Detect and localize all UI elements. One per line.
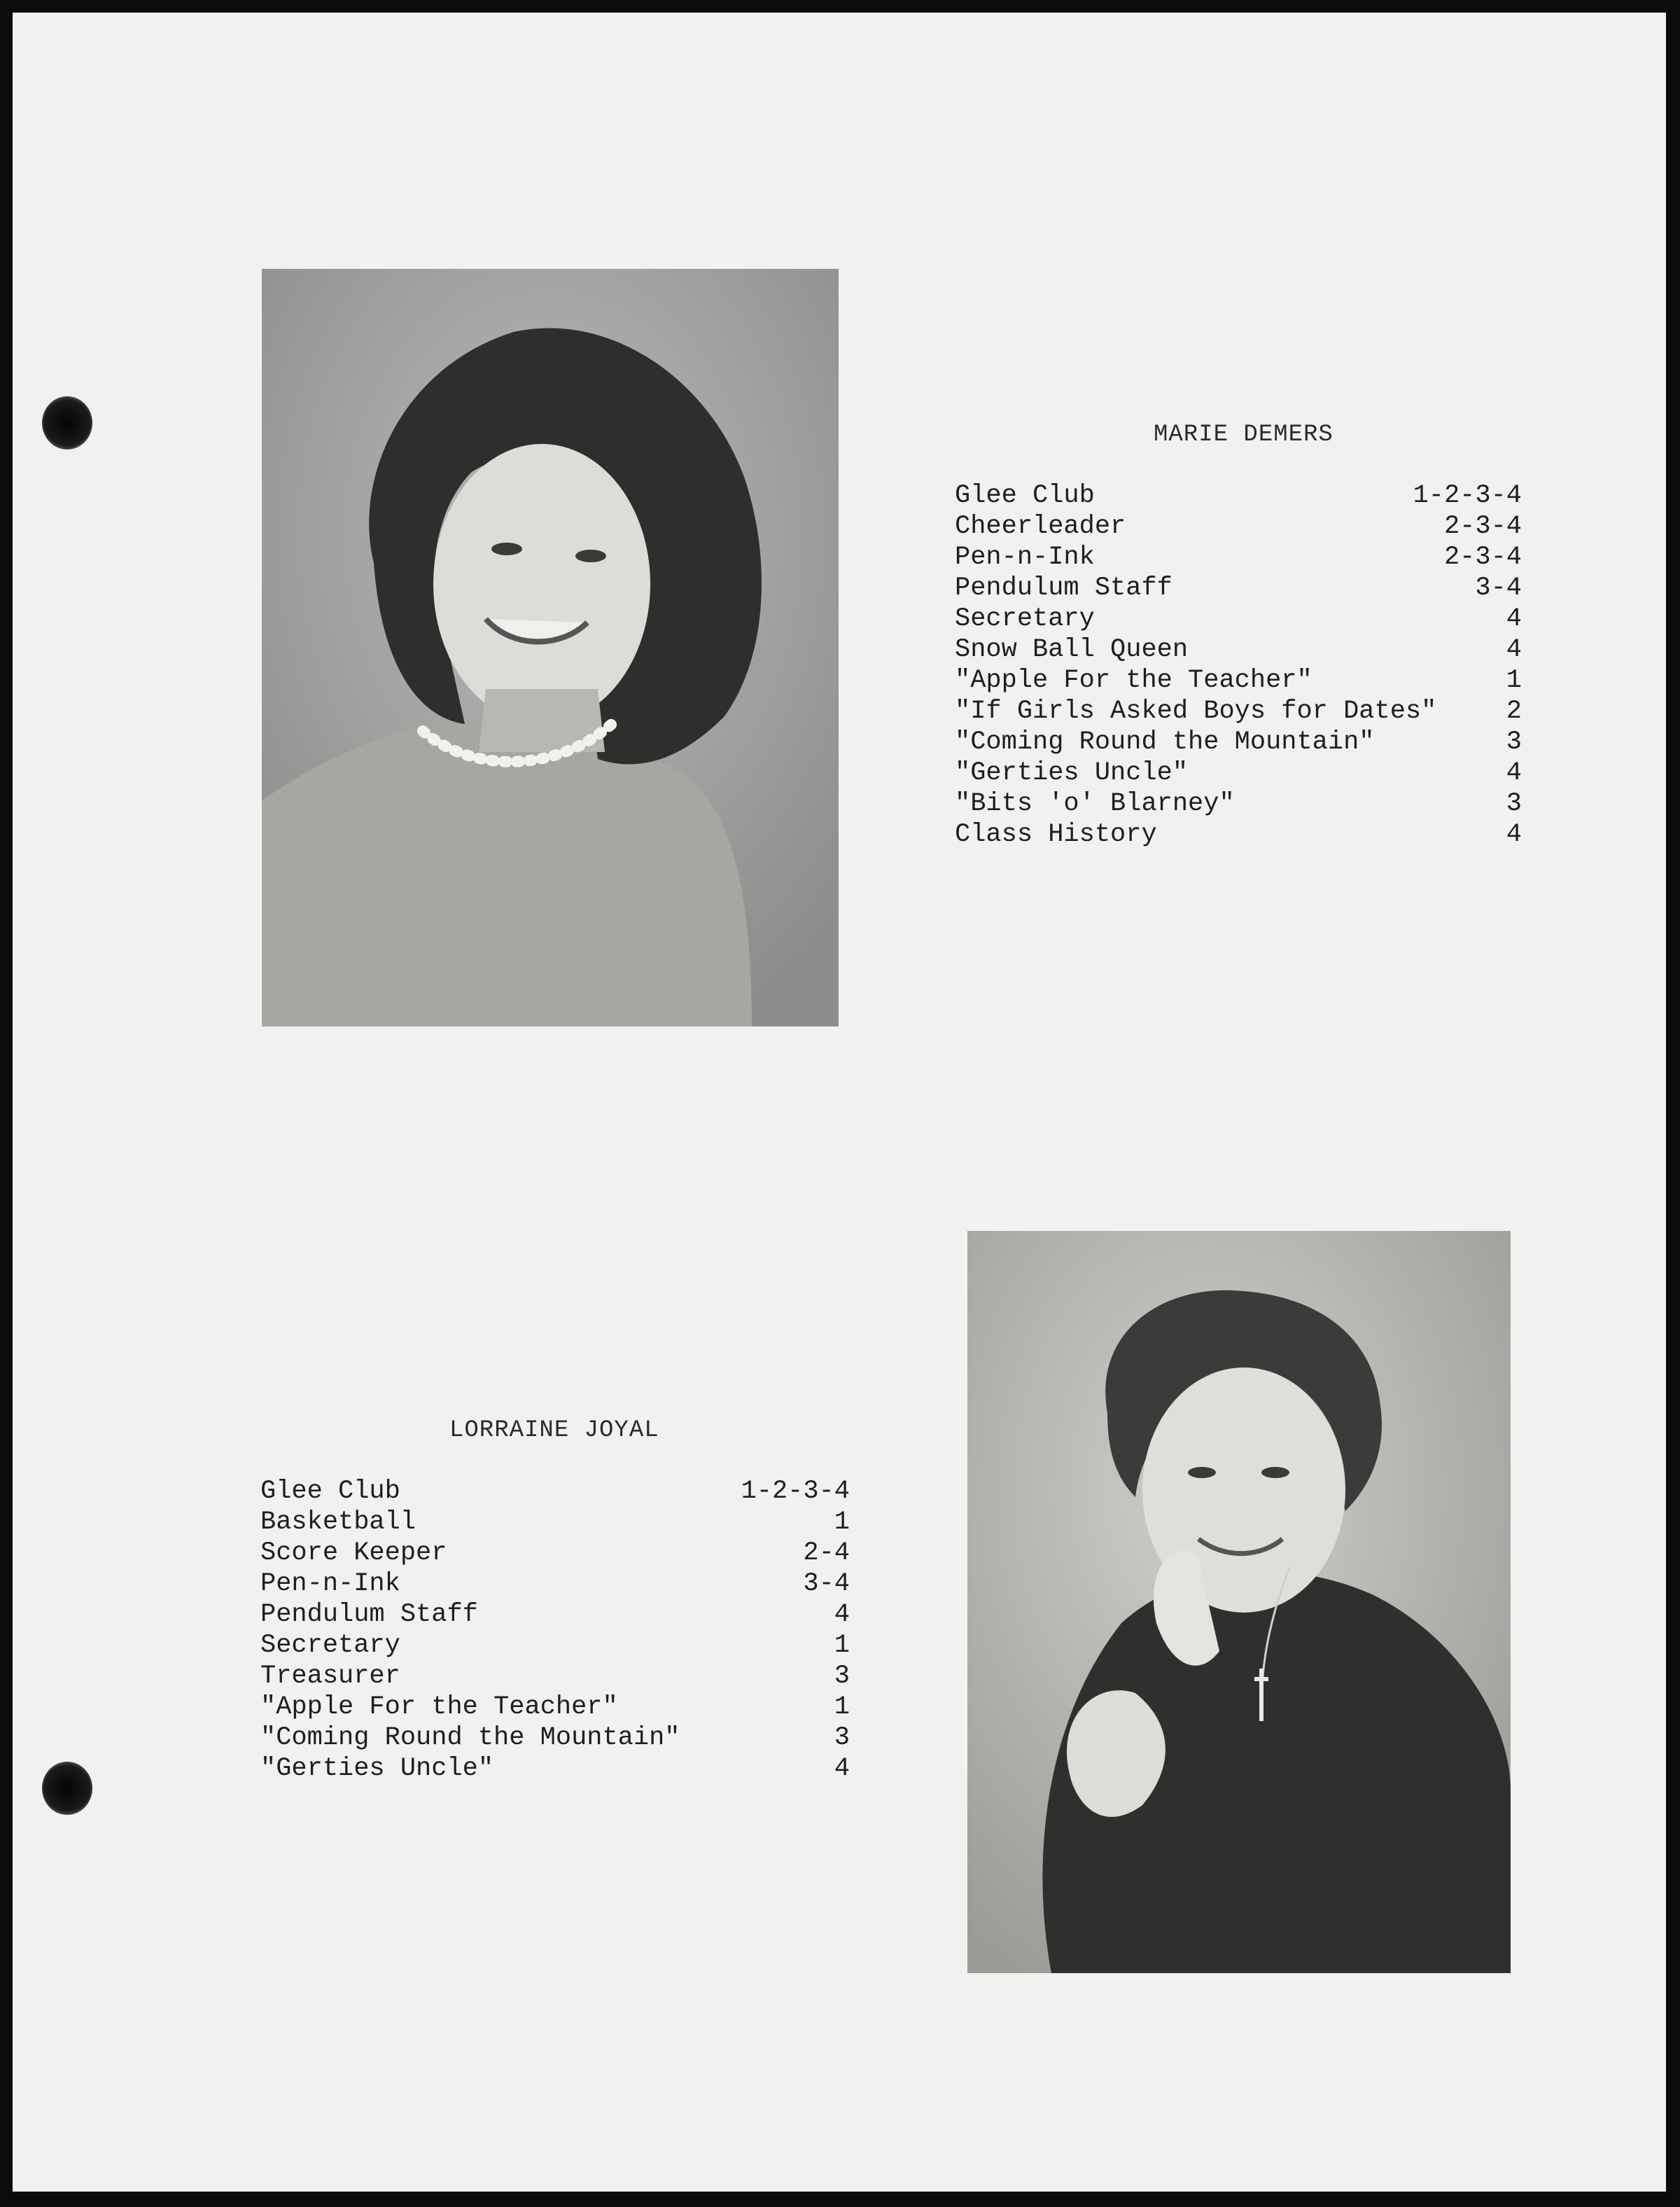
activity-row [955,696,1522,727]
student-name-marie-demers: MARIE DEMERS [1154,422,1334,448]
activity-years: 1 [834,1631,850,1660]
activity-years: 1 [834,1508,850,1537]
activity-list-lorraine-joyal [260,1476,850,1784]
activity-years: 1 [1506,666,1522,695]
activity-years: 4 [1506,820,1522,849]
activity-name: "Bits 'o' Blarney" [955,789,1235,819]
activity-years: 1 [834,1692,850,1722]
activity-row [260,1630,850,1661]
activity-years: 2-3-4 [1443,543,1522,572]
activity-years: 3 [834,1723,850,1753]
activity-years: 3 [1506,789,1522,819]
activity-row [955,511,1522,542]
portrait-photo-lorraine-joyal [967,1231,1511,1973]
activity-row [955,727,1522,758]
activity-name: Class History [955,820,1157,849]
activity-row [260,1661,850,1692]
activity-name: Treasurer [260,1662,400,1691]
activity-name: "Gerties Uncle" [955,758,1189,788]
activity-years: 4 [1506,758,1522,788]
activity-name: "Coming Round the Mountain" [955,727,1375,757]
activity-name: Pendulum Staff [955,573,1172,603]
activity-row [955,819,1522,850]
activity-row [955,542,1522,573]
activity-row [955,634,1522,665]
activity-name: Snow Ball Queen [955,635,1189,664]
activity-name: Secretary [955,604,1095,634]
activity-row [955,604,1522,634]
activity-name: Pendulum Staff [260,1600,478,1629]
activity-row [955,788,1522,819]
activity-years: 4 [1506,635,1522,664]
activity-name: Cheerleader [955,512,1126,541]
activity-years: 3-4 [1475,573,1522,603]
activity-years: 3 [1506,727,1522,757]
activity-row [955,480,1522,511]
activity-years: 1-2-3-4 [1413,481,1522,510]
yearbook-page [13,13,1666,2192]
activity-row [260,1538,850,1568]
activity-name: Glee Club [955,481,1095,510]
activity-name: "Apple For the Teacher" [260,1692,618,1722]
portrait-photo-marie-demers [262,269,839,1026]
activity-name: "If Girls Asked Boys for Dates" [955,697,1437,726]
activity-name: Pen-n-Ink [955,543,1095,572]
activity-years: 2-3-4 [1443,512,1522,541]
activity-years: 4 [834,1754,850,1783]
activity-row [260,1476,850,1507]
activity-row [260,1722,850,1753]
activity-list-marie-demers [955,480,1522,850]
activity-row [260,1568,850,1599]
activity-years: 4 [834,1600,850,1629]
activity-row [260,1753,850,1784]
activity-row [260,1599,850,1630]
activity-name: Pen-n-Ink [260,1569,400,1599]
student-name-lorraine-joyal: LORRAINE JOYAL [449,1417,659,1444]
activity-years: 1-2-3-4 [741,1477,850,1506]
activity-name: Score Keeper [260,1538,447,1568]
activity-row [955,573,1522,604]
activity-row [955,758,1522,788]
activity-name: "Apple For the Teacher" [955,666,1312,695]
activity-years: 4 [1506,604,1522,634]
activity-years: 2-4 [803,1538,850,1568]
activity-years: 2 [1506,697,1522,726]
activity-years: 3 [834,1662,850,1691]
activity-years: 3-4 [803,1569,850,1599]
activity-name: Basketball [260,1508,416,1537]
activity-row [955,665,1522,696]
activity-name: Secretary [260,1631,400,1660]
binder-hole-top [42,396,92,450]
activity-row [260,1507,850,1538]
activity-name: "Coming Round the Mountain" [260,1723,680,1753]
activity-name: Glee Club [260,1477,400,1506]
activity-name: "Gerties Uncle" [260,1754,494,1783]
activity-row [260,1692,850,1722]
binder-hole-bottom [42,1762,92,1815]
